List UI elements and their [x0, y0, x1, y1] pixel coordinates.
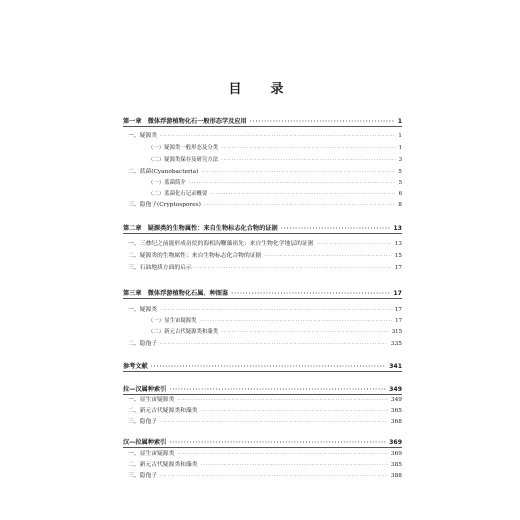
toc-entry-title: 三、隐孢子: [128, 473, 157, 479]
toc-entry-title: 三、石油地质方面的启示: [128, 265, 192, 271]
toc-page-number: 315: [391, 329, 402, 335]
toc-page-number: 349: [390, 397, 402, 403]
toc-section-entry: [128, 305, 402, 315]
toc-page-number: 17: [394, 265, 402, 271]
toc-page-number: 385: [390, 462, 402, 468]
toc-section-entry: [128, 406, 402, 416]
toc-section-entry: [128, 251, 402, 261]
toc-entry-title: （二）新元古代疑源类和藻类: [148, 329, 219, 335]
toc-page-number: 369: [389, 439, 402, 446]
toc-dot-leader: [200, 316, 393, 326]
chapter-underline: [123, 126, 402, 127]
toc-page-number: 13: [393, 225, 402, 232]
toc-entry-title: 拉—汉属种索引: [123, 386, 167, 393]
toc-subsection-entry: [148, 316, 402, 326]
toc-page-number: 369: [390, 451, 402, 457]
toc-dot-leader: [189, 178, 396, 188]
toc-section-entry: [128, 200, 402, 210]
toc-entry-title: 一、三叠纪之前能形成甾烷的海相沟鞭藻祖先：来自生物化学地层的证据: [128, 241, 314, 247]
toc-dot-leader: [177, 449, 388, 459]
toc-dot-leader: [177, 395, 388, 405]
toc-page-number: 1: [397, 118, 402, 125]
toc-page-number: 368: [390, 419, 402, 425]
toc-page-number: 17: [394, 307, 402, 313]
toc-entry-title: 二、新元古代疑源类和藻类: [128, 462, 198, 468]
toc-dot-leader: [264, 251, 391, 261]
toc-entry-title: （二）疑源类保存及研究方法: [148, 157, 219, 163]
toc-section-entry: [128, 471, 402, 481]
toc-section-entry: [128, 449, 402, 459]
toc-dot-leader: [201, 406, 388, 416]
toc-entry-title: 二、隐孢子: [128, 341, 157, 347]
toc-subsection-entry: [148, 143, 402, 153]
chapter-underline: [123, 371, 402, 372]
toc-entry-title: 一、显生宙疑源类: [128, 451, 175, 457]
toc-page-number: 17: [393, 290, 402, 297]
toc-dot-leader: [221, 155, 395, 165]
toc-dot-leader: [210, 189, 395, 199]
toc-subsection-entry: [148, 327, 402, 337]
toc-entry-title: 一、疑源类: [128, 307, 157, 313]
toc-entry-title: 二、蓝菌(Cyanobacteria): [128, 169, 199, 175]
toc-entry-title: 参考文献: [123, 363, 148, 370]
toc-dot-leader: [221, 143, 395, 153]
chapter-underline: [123, 298, 402, 299]
toc-page-number: 8: [398, 202, 402, 208]
toc-page-number: 15: [394, 253, 402, 259]
toc-section-entry: [128, 395, 402, 405]
toc-page-number: 17: [395, 318, 402, 324]
toc-entry-title: 第二章 疑源类的生物属性：来自生物标志化合物的证据: [123, 225, 278, 232]
toc-dot-leader: [160, 417, 388, 427]
toc-dot-leader: [317, 239, 392, 249]
toc-page-number: 1: [398, 145, 402, 151]
toc-entry-title: 三、隐孢子(Cryptospores): [128, 202, 201, 208]
toc-section-entry: [128, 460, 402, 470]
toc-entry-title: 一、疑源类: [128, 133, 157, 139]
toc-subsection-entry: [148, 178, 402, 188]
toc-page-number: 365: [390, 408, 402, 414]
toc-page-number: 5: [398, 180, 402, 186]
toc-entry-title: 一、显生宙疑源类: [128, 397, 175, 403]
toc-entry-title: （二）蓝菌化石记录概要: [148, 191, 208, 197]
toc-entry-title: （一）疑源类一般形态及分类: [148, 145, 219, 151]
page-title: 目 录: [228, 82, 292, 97]
toc-subsection-entry: [148, 189, 402, 199]
toc-section-entry: [128, 417, 402, 427]
toc-page-number: 341: [389, 363, 402, 370]
toc-section-entry: [128, 239, 402, 249]
toc-page-number: 6: [398, 191, 402, 197]
toc-page-number: 388: [390, 473, 402, 479]
toc-entry-title: 第三章 微体浮游植物化石属、种图鉴: [123, 290, 229, 297]
toc-entry-title: 第一章 微体浮游植物化石一般形态学及应用: [123, 118, 247, 125]
toc-section-entry: [128, 167, 402, 177]
toc-entry-title: （一）显生宙疑源类: [148, 318, 197, 324]
toc-page-number: 5: [398, 169, 402, 175]
chapter-underline: [123, 447, 402, 448]
toc-subsection-entry: [148, 155, 402, 165]
toc-dot-leader: [160, 471, 388, 481]
toc-dot-leader: [221, 327, 389, 337]
toc-entry-title: 三、隐孢子: [128, 419, 157, 425]
toc-entry-title: 二、新元古代疑源类和藻类: [128, 408, 198, 414]
chapter-underline: [123, 233, 402, 234]
toc-page-number: 1: [398, 133, 402, 139]
toc-dot-leader: [160, 131, 395, 141]
toc-section-entry: [128, 339, 402, 349]
toc-page-number: 13: [394, 241, 402, 247]
toc-dot-leader: [160, 305, 392, 315]
toc-dot-leader: [195, 263, 392, 273]
toc-dot-leader: [201, 167, 395, 177]
toc-page-number: 349: [389, 386, 402, 393]
toc-dot-leader: [204, 200, 395, 210]
toc-entry-title: 汉—拉属种索引: [123, 439, 167, 446]
toc-section-entry: [128, 131, 402, 141]
toc-entry-title: （一）蓝菌简介: [148, 180, 186, 186]
toc-page-number: 335: [390, 341, 402, 347]
toc-page-number: 3: [398, 157, 402, 163]
toc-dot-leader: [160, 339, 388, 349]
toc-entry-title: 二、疑源类的生物属性：来自生物标志化合物的证据: [128, 253, 262, 259]
toc-section-entry: [128, 263, 402, 273]
toc-dot-leader: [201, 460, 388, 470]
